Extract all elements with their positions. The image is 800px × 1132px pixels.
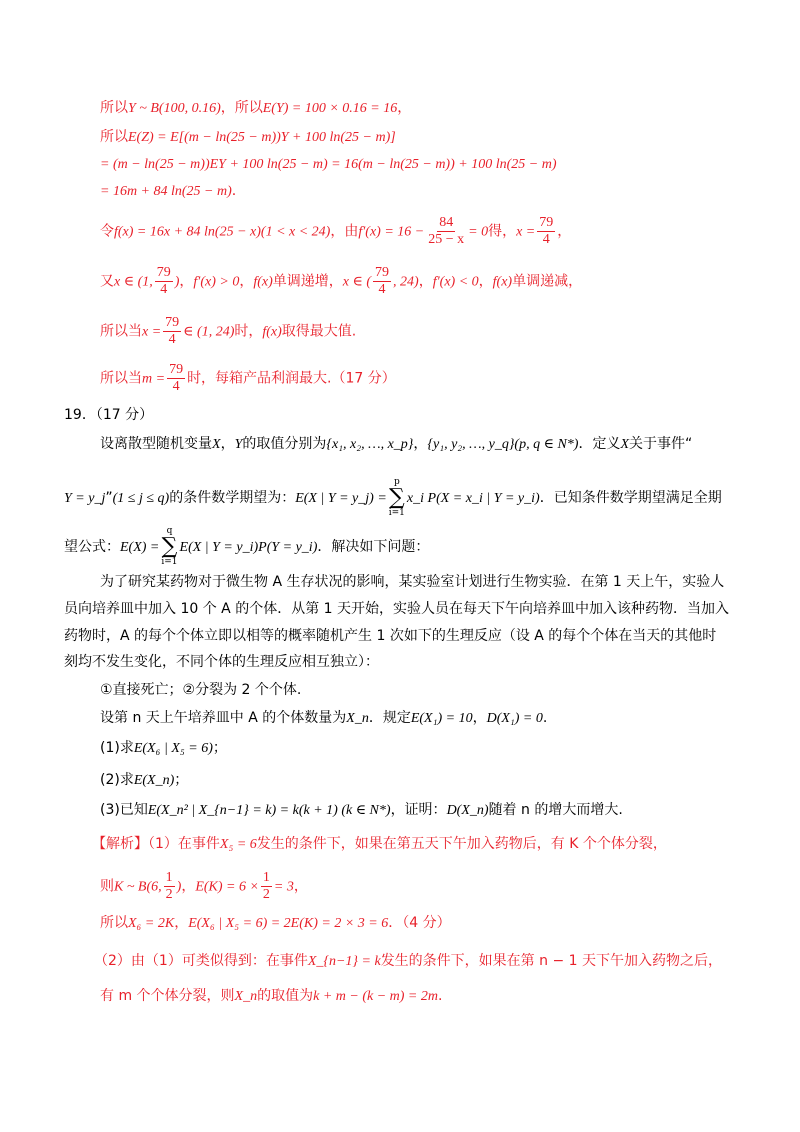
text-segment: ， [472,710,487,726]
math-expression: X_n [234,989,258,1004]
analysis-line-4 [94,951,722,972]
text-segment: (2)求 [100,772,134,788]
text-segment: . [437,988,443,1004]
text-segment: ， [293,878,308,895]
text-segment: ，证明： [390,802,447,818]
solution-line-2 [100,127,396,148]
math-expression: E(X | Y = y_j) = [295,491,387,506]
sigma-icon: ∑ [388,485,405,510]
question-1 [100,738,227,759]
text-segment: 所以 [100,915,128,931]
problem-line-1 [100,434,692,455]
problem-paragraph-line-2 [64,599,729,619]
math-expression: Y [234,437,243,452]
summation-symbol [161,527,177,567]
text-segment: ．解决如下问题： [317,539,430,555]
math-expression: m = [142,371,166,387]
text-segment: ．规定 [368,710,411,726]
solution-line-5 [100,215,571,248]
math-expression: x ∈ (1, [114,274,153,290]
math-expression: f′(x) = 16 − [358,224,425,240]
math-expression: = 3 [273,879,294,895]
analysis-line-3 [100,913,451,934]
math-expression: X₆ = 2K [128,916,175,931]
fraction-numerator: 79 [169,362,184,377]
text-segment: 取得最大值. [281,323,357,340]
text-segment: 为了研究某药物对于微生物 A 生存状况的影响，某实验室计划进行生物实验．在第 1 天上午，实验人 [100,574,725,590]
text-segment: ， [220,436,235,452]
fraction-numerator: 1 [165,870,173,885]
math-expression: = (m − ln(25 − m))EY + 100 ln(25 − m) = 16(m − ln(25 − m)) + 100 ln(25 − m) [100,157,557,172]
text-segment: 员向培养皿中加入 10 个 A 的个体．从第 1 天开始，实验人员在每天下午向培养皿中加入该种药物．当加入 [64,601,729,617]
fraction [426,215,466,248]
text-segment: 又 [100,273,114,290]
text-segment: 所以当 [100,370,142,387]
text-segment: . [542,710,548,726]
math-expression: E(X | Y = y_i)P(Y = y_i) [179,540,318,555]
fraction-denominator: 4 [542,232,550,247]
math-expression: ) [174,274,180,290]
fraction [373,265,391,298]
math-expression: X_n [346,711,369,726]
math-expression: = 16m + 84 ln(25 − m) [100,184,232,199]
text-segment: ， [478,273,493,290]
fraction-denominator: 4 [172,379,180,394]
math-expression: X₅ = 6 [219,837,257,852]
fraction [537,215,555,248]
math-expression: E(Y) = 100 × 0.16 = 16 [262,101,398,116]
math-expression: f(x) [262,324,282,340]
fraction-denominator: 2 [262,887,270,902]
text-segment: ， [418,273,433,290]
math-expression: E(X) = [120,540,160,555]
math-expression: x_i P(X = x_i | Y = y_i) [406,491,540,506]
text-segment: (1)求 [100,740,134,756]
solution-line-8 [100,362,396,395]
text-segment: （2）由（1）可类似得到：在事件 [94,953,308,969]
problem-definition [100,708,547,729]
math-expression: (1 ≤ j ≤ q) [112,491,170,506]
fraction [164,870,175,903]
math-expression: f′(x) > 0 [193,274,240,290]
sigma-icon: ∑ [161,534,178,559]
math-expression: X [212,437,221,452]
analysis-line-2 [100,870,308,903]
problem-paragraph-line-4 [64,652,379,672]
text-segment: 时，每箱产品利润最大.（17 分） [187,370,396,387]
fraction-numerator: 1 [262,870,270,885]
math-expression: E(X_n² | X_{n−1} = k) = k(k + 1) (k ∈ N*) [147,803,391,818]
text-segment: ， [181,878,196,895]
problem-paragraph-line-3 [64,626,716,646]
fraction-numerator: 79 [375,265,390,280]
problem-line-3 [64,527,429,567]
text-segment: ； [212,740,227,756]
text-segment: ， [557,223,572,240]
text-segment: ．已知条件数学期望满足全期 [539,490,722,506]
math-expression: , 24) [393,274,419,290]
math-expression: {y₁, y₂, …, y_q} [427,437,515,452]
fraction-numerator: 79 [156,265,171,280]
text-segment: 所以 [100,100,128,116]
text-segment: ” [105,490,113,506]
math-expression: K ~ B(6, [114,879,162,895]
text-segment: 的取值为 [257,988,314,1004]
text-segment: 发生的条件下，如果在第五天下午加入药物后，有 K 个个体分裂， [256,836,667,852]
math-expression: E(K) = 6 × [195,879,259,895]
fraction-numerator: 79 [165,315,180,330]
text-segment: ， [174,915,189,931]
text-segment: ， [239,273,254,290]
fraction-denominator: 25 − x [428,232,465,247]
math-expression: x = [516,224,536,240]
math-expression: E(X₆ | X₅ = 6) [133,741,213,756]
text-segment: 【解析】（1）在事件 [92,836,220,852]
math-expression: f(x) [253,274,273,290]
math-expression: ∈ (1, 24) [183,324,235,340]
text-segment: 则 [100,878,114,895]
text-segment: ， [397,100,412,116]
analysis-line-5 [100,986,442,1007]
text-segment: ．（4 分） [388,915,451,931]
analysis-line-1 [92,834,667,855]
text-segment: 随着 n 的增大而增大. [488,802,623,818]
math-expression: X [620,437,630,452]
problem-line-2 [64,478,722,518]
text-segment: 所以 [100,129,128,145]
text-segment: 的取值分别为 [242,436,327,452]
question-3 [100,800,623,821]
math-expression: f(x) [492,274,513,290]
text-segment: 得， [488,223,517,240]
text-segment: 设第 n 天上午培养皿中 A 的个体数量为 [100,710,347,726]
math-expression: Y = y_j [64,491,106,506]
fraction-denominator: 2 [165,887,173,902]
reaction-options [100,680,301,700]
math-expression: f(x) = 16x + 84 ln(25 − x)(1 < x < 24) [114,224,331,240]
fraction [167,362,185,395]
sum-lower-limit: i=1 [388,508,405,518]
fraction-denominator: 4 [160,282,168,297]
fraction [155,265,173,298]
math-expression: (p, q ∈ N*) [514,437,579,452]
text-segment: 所以当 [100,323,142,340]
math-expression: E(Z) = E[(m − ln(25 − m))Y + 100 ln(25 − m)] [128,130,396,145]
text-segment: ①直接死亡；②分裂为 2 个个体. [100,682,302,698]
text-segment: 设离散型随机变量 [100,436,212,452]
math-expression: x ∈ ( [342,274,372,290]
solution-line-7 [100,315,356,348]
summation-symbol [389,478,405,518]
math-expression: k + m − (k − m) = 2m [313,989,438,1004]
solution-line-4 [100,181,236,202]
fraction-numerator: 84 [439,215,454,230]
solution-line-6 [100,265,582,298]
text-segment: ， [413,436,428,452]
text-segment: ，所以 [220,100,263,116]
text-segment: 令 [100,223,114,240]
text-segment: 时， [234,323,263,340]
text-segment: 关于事件“ [629,436,693,452]
math-expression: D(X_n) [446,803,489,818]
fraction [163,315,181,348]
problem-paragraph-line-1 [100,572,724,592]
math-expression: {x₁, x₂, …, x_p} [326,437,414,452]
math-expression: f′(x) < 0 [432,274,479,290]
text-segment: 望公式： [64,539,120,555]
sum-upper-limit: p [393,477,400,487]
math-expression: E(X_n) [133,773,175,788]
fraction-denominator: 4 [378,282,386,297]
text-segment: ，由 [330,223,359,240]
sum-lower-limit: i=1 [161,557,178,567]
text-segment: 单调递增， [272,273,343,290]
text-segment: 发生的条件下，如果在第 n − 1 天下午加入药物之后， [380,953,722,969]
text-segment: ， [179,273,194,290]
text-segment: 药物时，A 的每个个体立即以相等的概率随机产生 1 次如下的生理反应（设 A 的每个个体在当天的其他时 [64,628,717,644]
solution-line-1 [100,98,411,119]
math-expression: Y ~ B(100, 0.16) [128,101,221,116]
text-segment: . [231,183,237,199]
text-segment: ．定义 [578,436,621,452]
solution-line-3 [100,154,556,175]
text-segment: 有 m 个个体分裂，则 [100,988,235,1004]
text-segment: ； [174,772,189,788]
math-expression: E(X₁) = 10 [410,711,473,726]
fraction-numerator: 79 [539,215,554,230]
math-expression: X_{n−1} = k [307,954,381,969]
problem-number [64,405,153,425]
text-segment: (3)已知 [100,802,148,818]
math-expression: x = [142,324,162,340]
text-segment: 单调递减， [512,273,583,290]
text-segment: 的条件数学期望为： [169,490,296,506]
fraction [261,870,272,903]
text-segment: 19．（17 分） [64,407,154,423]
math-expression: = 0 [468,224,489,240]
question-2 [100,770,188,791]
math-expression: ) [176,879,182,895]
text-segment: 刻均不发生变化，不同个体的生理反应相互独立）： [64,654,379,670]
math-expression: E(X₆ | X₅ = 6) = 2E(K) = 2 × 3 = 6 [188,916,389,931]
sum-upper-limit: q [166,526,173,536]
math-expression: D(X₁) = 0 [486,711,543,726]
fraction-denominator: 4 [168,332,176,347]
